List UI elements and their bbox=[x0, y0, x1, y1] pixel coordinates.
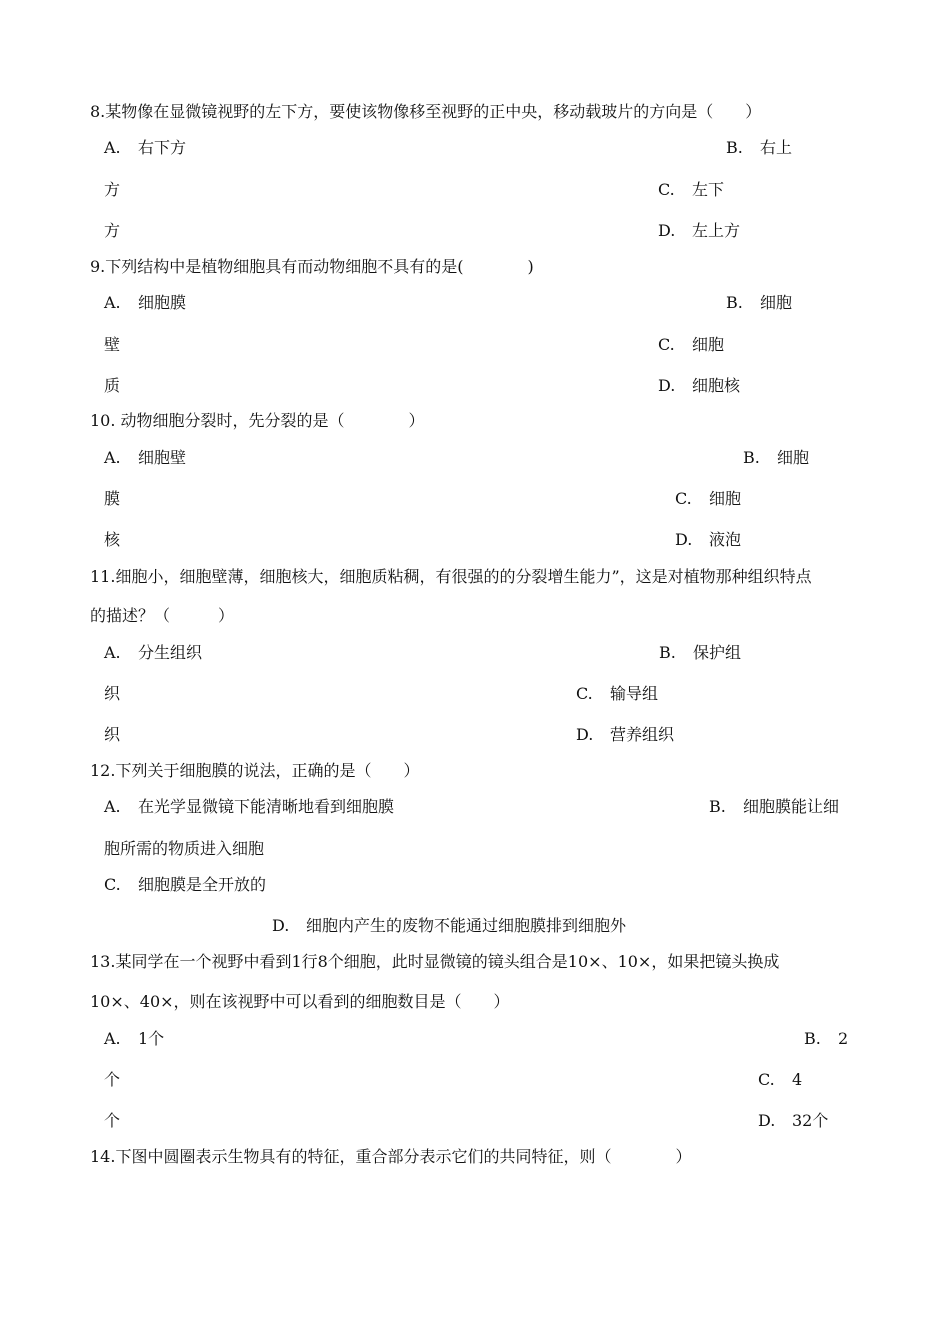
question-9-option-d bbox=[658, 376, 740, 396]
question-8-wrap-c: 方 bbox=[104, 221, 121, 240]
question-12-stem: 12.下列关于细胞膜的说法，正确的是（ ） bbox=[90, 761, 420, 780]
question-10-option-b bbox=[743, 448, 809, 468]
option-text: 输导组 bbox=[610, 684, 659, 703]
option-label: A. bbox=[104, 138, 121, 157]
option-text: 分生组织 bbox=[138, 643, 203, 662]
option-text: 细胞膜是全开放的 bbox=[138, 875, 267, 894]
option-label: D. bbox=[658, 376, 676, 395]
option-text: 细胞膜能让细 bbox=[743, 797, 840, 816]
option-label: B. bbox=[743, 448, 760, 467]
question-13-option-b bbox=[804, 1029, 848, 1049]
question-8-option-c bbox=[658, 180, 724, 200]
question-11-option-a bbox=[104, 643, 202, 663]
option-label: B. bbox=[726, 138, 743, 157]
question-14-stem: 14.下图中圆圈表示生物具有的特征，重合部分表示它们的共同特征，则（ ） bbox=[90, 1147, 692, 1166]
option-text: 4 bbox=[792, 1070, 803, 1089]
question-9-stem: 9.下列结构中是植物细胞具有而动物细胞不具有的是( ) bbox=[90, 257, 534, 276]
option-text: 左上方 bbox=[692, 221, 741, 240]
question-9-option-c bbox=[658, 335, 724, 355]
option-label: D. bbox=[576, 725, 594, 744]
option-label: D. bbox=[675, 530, 693, 549]
question-10-stem: 10. 动物细胞分裂时，先分裂的是（ ） bbox=[90, 411, 425, 430]
question-9-option-b bbox=[726, 293, 792, 313]
question-13-stem-line-2: 10×、40×，则在该视野中可以看到的细胞数目是（ ） bbox=[90, 992, 510, 1011]
option-label: C. bbox=[658, 335, 675, 354]
question-11-wrap-c: 织 bbox=[104, 725, 121, 744]
question-11-wrap-b: 织 bbox=[104, 684, 121, 703]
option-text: 1个 bbox=[138, 1029, 165, 1048]
question-10-wrap-b: 膜 bbox=[104, 489, 121, 508]
option-label: B. bbox=[804, 1029, 821, 1048]
question-12-option-d bbox=[272, 916, 626, 936]
option-label: B. bbox=[659, 643, 676, 662]
question-13-wrap-c: 个 bbox=[104, 1111, 121, 1130]
question-8-option-a bbox=[104, 138, 186, 158]
option-text: 细胞 bbox=[692, 335, 725, 354]
option-text: 营养组织 bbox=[610, 725, 675, 744]
question-10-wrap-c: 核 bbox=[104, 530, 121, 549]
question-12-option-c bbox=[104, 875, 266, 895]
option-label: C. bbox=[576, 684, 593, 703]
question-13-option-d bbox=[758, 1111, 828, 1131]
option-label: C. bbox=[758, 1070, 775, 1089]
option-label: D. bbox=[272, 916, 290, 935]
option-text: 左下 bbox=[692, 180, 725, 199]
question-12-option-a bbox=[104, 797, 394, 817]
option-label: A. bbox=[104, 797, 121, 816]
option-text: 在光学显微镜下能清晰地看到细胞膜 bbox=[138, 797, 395, 816]
question-12-option-b bbox=[709, 797, 839, 817]
option-text: 右上 bbox=[760, 138, 793, 157]
option-label: C. bbox=[658, 180, 675, 199]
question-8-wrap-b: 方 bbox=[104, 180, 121, 199]
question-9-option-a bbox=[104, 293, 186, 313]
option-label: B. bbox=[709, 797, 726, 816]
option-label: D. bbox=[758, 1111, 776, 1130]
question-13-wrap-b: 个 bbox=[104, 1070, 121, 1089]
option-text: 32个 bbox=[792, 1111, 829, 1130]
question-10-option-d bbox=[675, 530, 741, 550]
question-11-stem-line-2: 的描述？（ ） bbox=[90, 606, 235, 625]
option-label: C. bbox=[104, 875, 121, 894]
option-label: C. bbox=[675, 489, 692, 508]
question-13-stem-line-1: 13.某同学在一个视野中看到1行8个细胞，此时显微镜的镜头组合是10×、10×，如果把镜头换成 bbox=[90, 952, 780, 971]
option-text: 右下方 bbox=[138, 138, 187, 157]
option-label: D. bbox=[658, 221, 676, 240]
question-10-option-a bbox=[104, 448, 186, 468]
option-text: 细胞 bbox=[760, 293, 793, 312]
option-text: 2 bbox=[838, 1029, 849, 1048]
option-text: 细胞核 bbox=[692, 376, 741, 395]
option-text: 细胞 bbox=[777, 448, 810, 467]
option-text: 细胞内产生的废物不能通过细胞膜排到细胞外 bbox=[306, 916, 627, 935]
option-label: A. bbox=[104, 293, 121, 312]
question-12-wrap-b: 胞所需的物质进入细胞 bbox=[104, 839, 265, 858]
question-11-option-b bbox=[659, 643, 741, 663]
question-11-stem-line-1: 11.细胞小，细胞壁薄，细胞核大，细胞质粘稠，有很强的的分裂增生能力”，这是对植物那种组织特点 bbox=[90, 567, 812, 586]
question-13-option-c bbox=[758, 1070, 802, 1090]
option-text: 细胞膜 bbox=[138, 293, 187, 312]
option-label: B. bbox=[726, 293, 743, 312]
question-9-wrap-b: 壁 bbox=[104, 335, 121, 354]
option-label: A. bbox=[104, 448, 121, 467]
question-8-option-d bbox=[658, 221, 740, 241]
question-11-option-d bbox=[576, 725, 674, 745]
question-11-option-c bbox=[576, 684, 658, 704]
option-text: 细胞 bbox=[709, 489, 742, 508]
question-9-wrap-c: 质 bbox=[104, 376, 121, 395]
option-text: 保护组 bbox=[693, 643, 742, 662]
question-8-stem: 8.某物像在显微镜视野的左下方，要使该物像移至视野的正中央，移动载玻片的方向是（ ） bbox=[90, 102, 762, 121]
option-label: A. bbox=[104, 1029, 121, 1048]
option-text: 细胞壁 bbox=[138, 448, 187, 467]
question-8-option-b bbox=[726, 138, 792, 158]
option-label: A. bbox=[104, 643, 121, 662]
option-text: 液泡 bbox=[709, 530, 742, 549]
question-10-option-c bbox=[675, 489, 741, 509]
question-13-option-a bbox=[104, 1029, 164, 1049]
